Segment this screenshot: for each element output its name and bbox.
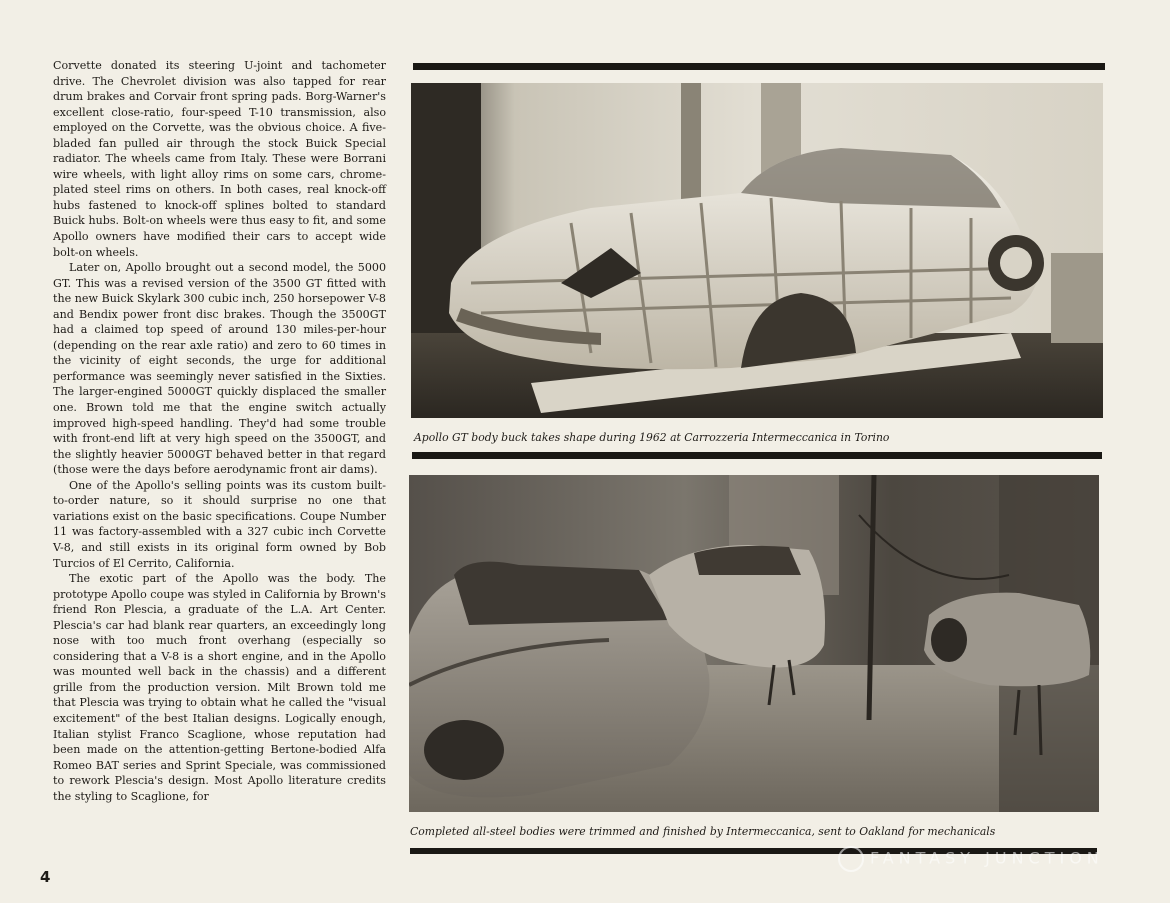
watermark-text: FANTASY JUNCTION (870, 848, 1104, 868)
article-column (53, 58, 386, 858)
fj-circle-logo-icon (838, 846, 864, 872)
body-buck-photo (411, 83, 1103, 418)
top-photo-caption: Apollo GT body buck takes shape during 1962 at Carrozzeria Intermeccanica in Torino (414, 431, 890, 444)
page-number: 4 (40, 868, 51, 886)
watermark (838, 846, 1104, 872)
top-rule (413, 63, 1105, 70)
article-paragraph: One of the Apollo's selling points was its custom built-to-order nature, so it should surprise no one that variations exist on the basic specifications. Coupe Number 11 was factory-assembled with a 327 cubic inch Corvette V-8, and still exists in its original form owned by Bob Turcios of El Cerrito, California. (53, 478, 386, 570)
article-paragraph: Corvette donated its steering U-joint and tachometer drive. The Chevrolet division was also tapped for rear drum brakes and Corvair front spring pads. Borg-Warner's excellent close-ratio, four-speed T-10 transmission, also employed on the Corvette, was the obvious choice. A five-bladed fan pulled air through the stock Buick Special radiator. The wheels came from Italy. These were Borrani wire wheels, with light alloy rims on some cars, chrome-plated steel rims on others. In both cases, real knock-off hubs fastened to knock-off splines bolted to standard Buick hubs. Bolt-on wheels were thus easy to fit, and some Apollo owners have modified their cars to accept wide bolt-on wheels. (53, 59, 386, 259)
bottom-photo-caption: Completed all-steel bodies were trimmed and finished by Intermeccanica, sent to Oakland for mechanicals (410, 825, 996, 838)
article-paragraph: Later on, Apollo brought out a second model, the 5000 GT. This was a revised version of the 3500 GT fitted with the new Buick Skylark 300 cubic inch, 250 horsepower V-8 and Bendix power front disc brakes. Though the 3500GT had a claimed top speed of around 130 miles-per-hour (depending on the rear axle ratio) and zero to 60 times in the vicinity of eight seconds, the urge for additional performance was seemingly never satisfied in the Sixties. The larger-engined 5000GT quickly displaced the smaller one. Brown told me that the engine switch actually improved high-speed handling. They'd had some trouble with front-end lift at very high speed on the 3500GT, and the slightly heavier 5000GT behaved better in that regard (those were the days before aerodynamic front air dams). (53, 261, 386, 477)
article-paragraph: The exotic part of the Apollo was the body. The prototype Apollo coupe was styled in California by Brown's friend Ron Plescia, a graduate of the L.A. Art Center. Plescia's car had blank rear quarters, an exceedingly long nose with too much front overhang (especially so considering that a V-8 is a short engine, and in the Apollo was mounted well back in the chassis) and a different grille from the production version. Milt Brown told me that Plescia was trying to obtain what he called the "visual excitement" of the best Italian designs. Logically enough, Italian stylist Franco Scaglione, whose reputation had been made on the attention-getting Bertone-bodied Alfa Romeo BAT series and Sprint Speciale, was commissioned to rework Plescia's design. Most Apollo literature credits the styling to Scaglione, for (53, 572, 386, 803)
completed-bodies-photo (409, 475, 1099, 812)
middle-rule (412, 452, 1102, 459)
